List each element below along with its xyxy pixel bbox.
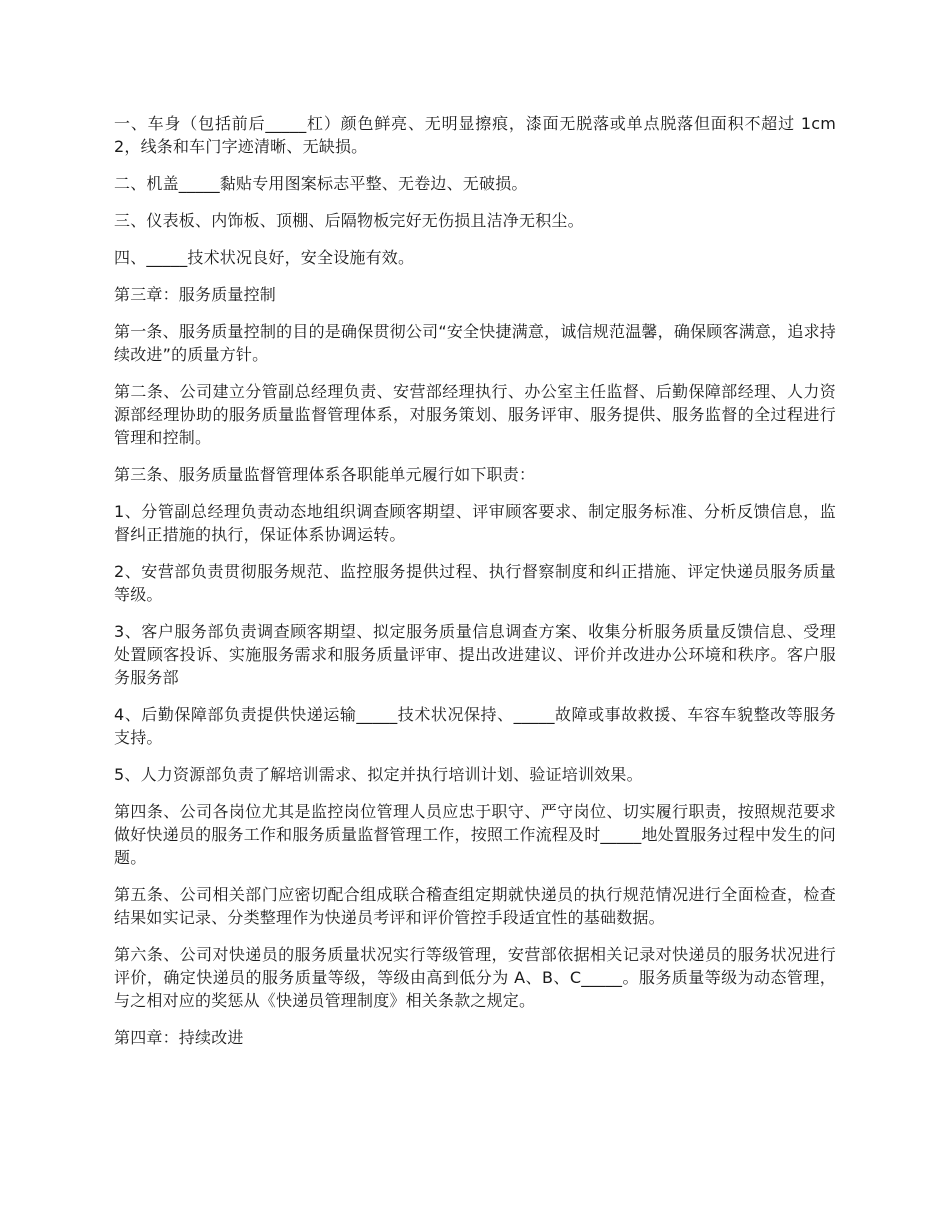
chapter-heading: 第三章：服务质量控制 (114, 285, 277, 304)
chapter-heading: 第四章：持续改进 (114, 1028, 244, 1047)
clause-interior: 三、仪表板、内饰板、顶棚、后隔物板完好无伤损且洁净无积尘。 (114, 211, 584, 230)
duty-item-4: 4、后勤保障部负责提供快递运输_____技术状况保持、_____故障或事故救援、车容车貌整改等服务支持。 (114, 705, 836, 747)
clause-hood-logo: 二、机盖_____黏贴专用图案标志平整、无卷边、无破损。 (114, 174, 528, 193)
duty-item-5: 5、人力资源部负责了解培训需求、拟定并执行培训计划、验证培训效果。 (114, 765, 643, 784)
article-6: 第六条、公司对快递员的服务质量状况实行等级管理，安营部依据相关记录对快递员的服务状况进行评价，确定快递员的服务质量等级，等级由高到低分为 A、B、C_____。服务质量等级为动态管理，与之相对应的奖惩从《快递员管理制度》相关条款之规定。 (114, 945, 836, 1010)
duty-item-1: 1、分管副总经理负责动态地组织调查顾客期望、评审顾客要求、制定服务标准、分析反馈信息，监督纠正措施的执行，保证体系协调运转。 (114, 502, 836, 544)
clause-body-paint: 一、车身（包括前后_____杠）颜色鲜亮、无明显擦痕，漆面无脱落或单点脱落但面积不超过 1cm2，线条和车门字迹清晰、无缺损。 (114, 114, 836, 156)
duty-item-3: 3、客户服务部负责调查顾客期望、拟定服务质量信息调查方案、收集分析服务质量反馈信息、受理处置顾客投诉、实施服务需求和服务质量评审、提出改进建议、评价并改进办公环境和秩序。客户服务服务部 (114, 622, 836, 687)
article-2: 第二条、公司建立分管副总经理负责、安营部经理执行、办公室主任监督、后勤保障部经理、人力资源部经理协助的服务质量监督管理体系，对服务策划、服务评审、服务提供、服务监督的全过程进行管理和控制。 (114, 382, 836, 447)
article-1: 第一条、服务质量控制的目的是确保贯彻公司“安全快捷满意，诚信规范温馨，确保顾客满意，追求持续改进”的质量方针。 (114, 322, 836, 364)
clause-technical-status: 四、_____技术状况良好，安全设施有效。 (114, 248, 415, 267)
article-3: 第三条、服务质量监督管理体系各职能单元履行如下职责： (114, 465, 536, 484)
duty-item-2: 2、安营部负责贯彻服务规范、监控服务提供过程、执行督察制度和纠正措施、评定快递员服务质量等级。 (114, 562, 836, 604)
document-body (114, 112, 836, 1063)
article-5: 第五条、公司相关部门应密切配合组成联合稽查组定期就快递员的执行规范情况进行全面检查，检查结果如实记录、分类整理作为快递员考评和评价管控手段适宜性的基础数据。 (114, 885, 836, 927)
article-4: 第四条、公司各岗位尤其是监控岗位管理人员应忠于职守、严守岗位、切实履行职责，按照规范要求做好快递员的服务工作和服务质量监督管理工作，按照工作流程及时_____地处置服务过程中发生的问题。 (114, 802, 836, 867)
